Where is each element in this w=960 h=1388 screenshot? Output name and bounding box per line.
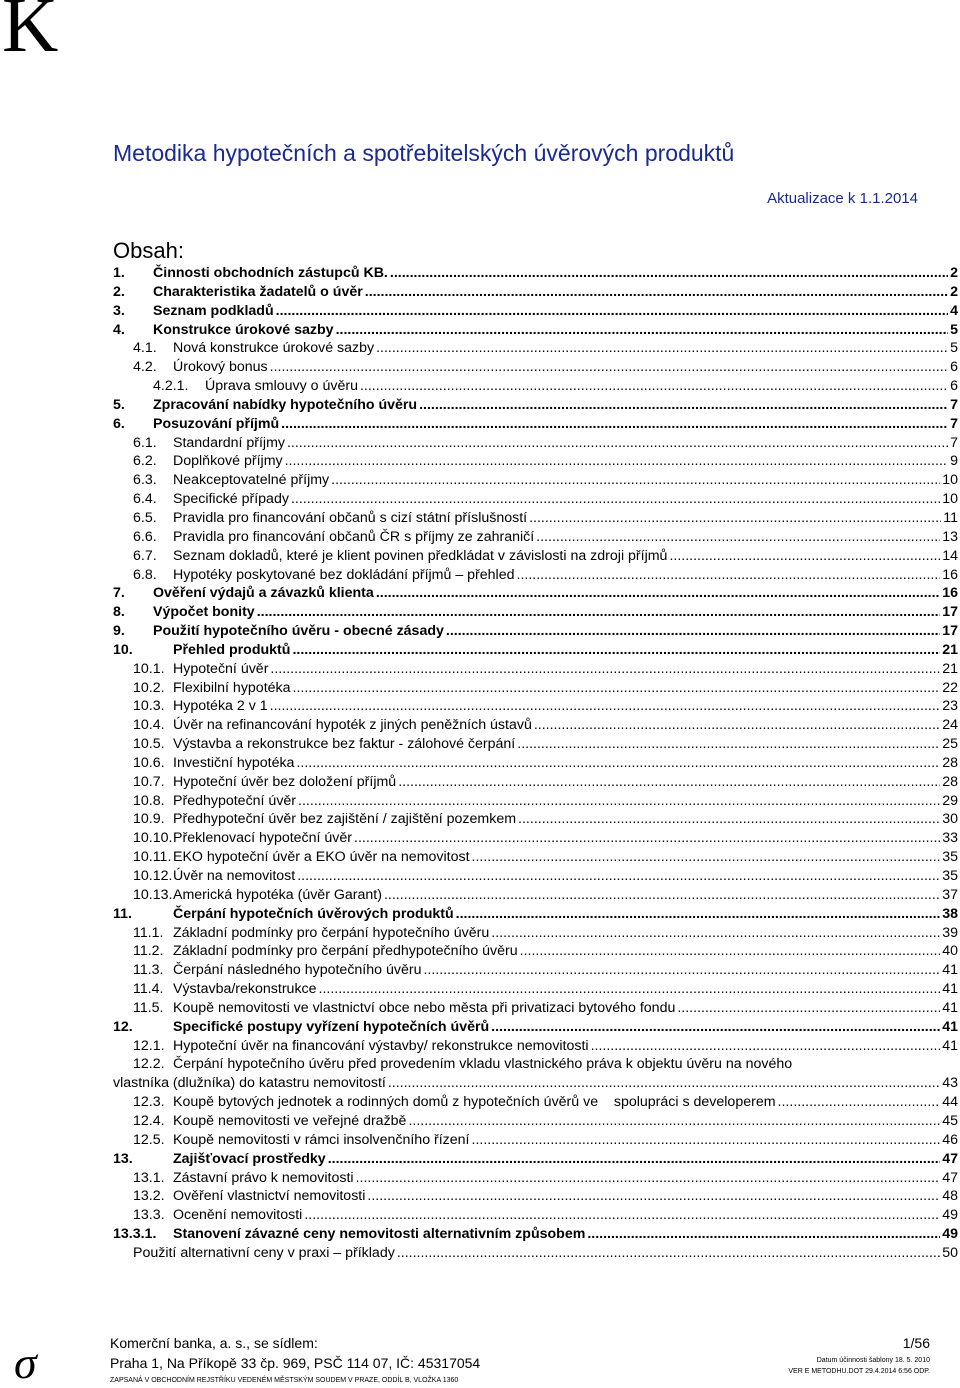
toc-entry-title: Neakceptovatelné příjmy: [173, 472, 330, 489]
toc-entry-number: 6.1.: [133, 434, 157, 451]
toc-leader-dots: [297, 867, 940, 886]
toc-leader-dots: [384, 886, 940, 905]
toc-entry-page: 41: [942, 999, 958, 1016]
toc-leader-dots: [408, 1112, 940, 1131]
toc-entry-number: 11.1.: [133, 924, 164, 941]
toc-entry[interactable]: [113, 848, 958, 867]
toc-entry[interactable]: [113, 547, 958, 566]
toc-entry-title: Posuzování příjmů: [153, 415, 280, 432]
sigma-logo: σ: [14, 1337, 37, 1388]
toc-entry-page: 37: [942, 886, 958, 903]
toc-entry-page: 41: [942, 962, 958, 979]
toc-entry[interactable]: [113, 339, 958, 358]
toc-entry-page: 24: [942, 717, 958, 734]
toc-leader-dots: [778, 1093, 941, 1112]
toc-entry-number: 10.4.: [133, 717, 165, 734]
toc-entry-number: 4.1.: [133, 340, 157, 357]
toc-entry-page: 13: [942, 528, 958, 545]
toc-entry[interactable]: [113, 358, 958, 377]
toc-leader-dots: [365, 283, 948, 302]
toc-entry-title: Koupě nemovitosti v rámci insolvenčního řízení: [173, 1131, 470, 1148]
toc-entry[interactable]: [113, 396, 958, 415]
toc-entry-number: 7.: [113, 585, 125, 602]
toc-entry-title: Flexibilní hypotéka: [173, 679, 291, 696]
toc-entry-number: 12.2.: [133, 1056, 165, 1073]
toc-entry-title: Činnosti obchodních zástupců KB.: [153, 265, 388, 281]
toc-entry[interactable]: [113, 283, 958, 302]
toc-entry-title: Pravidla pro financování občanů ČR s příjmy ze zahraničí: [173, 528, 535, 545]
toc-entry-number: 10.8.: [133, 792, 165, 809]
toc-entry-title: Koupě nemovitosti ve vlastnictví obce nebo města při privatizaci bytového fondu: [173, 999, 676, 1016]
toc-entry[interactable]: [113, 1187, 958, 1206]
toc-entry-page: 35: [942, 868, 958, 884]
toc-entry[interactable]: [113, 905, 958, 924]
toc-entry-title: Zpracování nabídky hypotečního úvěru: [153, 396, 418, 413]
toc-leader-dots: [291, 490, 940, 509]
toc-entry[interactable]: [113, 1112, 958, 1131]
toc-entry-number: 10.2.: [133, 679, 165, 696]
toc-entry[interactable]: [113, 1131, 958, 1150]
toc-entry-number: 9.: [113, 623, 125, 640]
toc-entry-number: 8.: [113, 604, 125, 621]
toc-entry-page: 6: [950, 359, 958, 376]
toc-entry-title: Čerpání hypotečního úvěru před provedením vkladu vlastnického práva k objektu úvěru na nového: [173, 1056, 793, 1073]
update-date: Aktualizace k 1.1.2014: [767, 190, 918, 207]
page-number: 1/56: [902, 1335, 930, 1351]
toc-leader-dots: [669, 547, 940, 566]
toc-leader-dots: [281, 415, 948, 434]
toc-leader-dots: [491, 924, 940, 943]
toc-leader-dots: [367, 1187, 940, 1206]
toc-entry-number: 12.4.: [133, 1112, 165, 1129]
toc-leader-dots: [331, 471, 940, 490]
toc-leader-dots: [518, 810, 940, 829]
toc-entry[interactable]: [113, 829, 958, 848]
toc-leader-dots: [536, 528, 940, 547]
toc-leader-dots: [292, 641, 940, 660]
toc-leader-dots: [491, 1018, 940, 1037]
toc-entry[interactable]: [113, 886, 958, 905]
toc-entry-page: 4: [950, 302, 958, 319]
toc-entry-page: 2: [950, 283, 958, 300]
toc-entry-number: 10.12.: [133, 868, 173, 884]
toc-entry-number: 6.6.: [133, 528, 157, 545]
toc-entry-title: Nová konstrukce úrokové sazby: [173, 340, 375, 357]
toc-entry-page: 14: [942, 547, 958, 564]
toc-entry[interactable]: [113, 509, 958, 528]
toc-entry-number: 12.: [113, 1018, 133, 1035]
toc-entry-title: Výstavba a rekonstrukce bez faktur - zálohové čerpání: [173, 736, 516, 753]
toc-leader-dots: [472, 848, 941, 867]
toc-entry-page: 17: [942, 623, 958, 640]
toc-entry-number: 12.3.: [133, 1094, 165, 1111]
toc-entry-number: 6.5.: [133, 509, 157, 526]
toc-entry-page: 6: [950, 378, 958, 395]
toc-entry-title: Hypoteční úvěr na financování výstavby/ rekonstrukce nemovitosti: [173, 1037, 589, 1054]
toc-leader-dots: [293, 679, 941, 698]
toc-entry[interactable]: [113, 603, 958, 622]
toc-entry-title: Čerpání následného hypotečního úvěru: [173, 962, 422, 979]
toc-entry-number: 3.: [113, 302, 125, 319]
toc-entry-number: 4.2.: [133, 359, 157, 376]
template-version: VER E METODHU.DOT 29.4.2014 6:56 ODP.: [788, 1368, 930, 1375]
toc-leader-dots: [390, 264, 948, 283]
toc-entry-title: Specifické případy: [173, 491, 289, 508]
toc-entry-number: 2.: [113, 283, 125, 300]
toc-entry-page: 7: [950, 434, 958, 451]
toc-entry[interactable]: [113, 1206, 958, 1225]
toc-leader-dots: [456, 905, 941, 924]
toc-leader-dots: [270, 697, 941, 716]
toc-entry[interactable]: [113, 490, 958, 509]
toc-leader-dots: [423, 961, 940, 980]
toc-entry[interactable]: [113, 810, 958, 829]
toc-leader-dots: [285, 452, 949, 471]
toc-leader-dots: [520, 942, 941, 961]
toc-entry-title: Základní podmínky pro čerpání hypotečního úvěru: [173, 924, 490, 941]
toc-entry-page: 28: [942, 754, 958, 771]
toc-entry-title: Překlenovací hypoteční úvěr: [173, 830, 353, 847]
toc-entry[interactable]: [113, 792, 958, 811]
toc-entry[interactable]: [113, 1150, 958, 1169]
toc-entry-page: 45: [942, 1112, 958, 1129]
toc-entry-number: 10.7.: [133, 773, 165, 790]
toc-leader-dots: [472, 1131, 941, 1150]
toc-leader-dots: [534, 716, 940, 735]
toc-entry[interactable]: [113, 321, 958, 340]
toc-entry-title: Koupě bytových jednotek a rodinných domů z hypotečních úvěrů ve spolupráci s developerem: [173, 1094, 776, 1111]
toc-entry-number: 10.6.: [133, 754, 165, 771]
toc-entry-title: Čerpání hypotečních úvěrových produktů: [173, 905, 454, 922]
toc-entry[interactable]: [113, 924, 958, 943]
template-date: Datum účinnosti šablony 18. 5. 2010: [816, 1357, 930, 1364]
toc-leader-dots: [517, 735, 940, 754]
toc-entry-page: 43: [942, 1075, 958, 1092]
footer-address: Praha 1, Na Příkopě 33 čp. 969, PSČ 114 07, IČ: 45317054: [110, 1355, 481, 1371]
toc-entry-page: 7: [950, 415, 958, 432]
toc-leader-dots: [298, 792, 940, 811]
toc-entry[interactable]: [113, 716, 958, 735]
toc-entry[interactable]: [113, 1225, 958, 1244]
toc-entry-number: 13.: [113, 1150, 133, 1167]
toc-entry[interactable]: [113, 264, 958, 283]
toc-entry-title: Výpočet bonity: [153, 604, 255, 621]
toc-entry-page: 47: [942, 1150, 958, 1167]
toc-entry-page: 41: [942, 1018, 958, 1035]
toc-entry-title: Standardní příjmy: [173, 434, 285, 451]
toc-leader-dots: [257, 603, 941, 622]
toc-leader-dots: [354, 829, 940, 848]
toc-entry[interactable]: [113, 528, 958, 547]
toc-entry-number: 13.2.: [133, 1188, 165, 1205]
document-title: Metodika hypotečních a spotřebitelských úvěrových produktů: [113, 140, 735, 166]
toc-leader-dots: [360, 377, 948, 396]
toc-entry-title: Výstavba/rekonstrukce: [173, 981, 317, 998]
toc-entry-page: 40: [942, 943, 958, 960]
toc-entry-title: Seznam dokladů, které je klient povinen předkládat v závislosti na zdroji příjmů: [173, 547, 668, 564]
toc-entry-page: 35: [942, 849, 958, 866]
toc-entry[interactable]: [113, 377, 958, 396]
toc-leader-dots: [591, 1037, 941, 1056]
toc-entry-number: 6.: [113, 415, 125, 432]
toc-leader-dots: [529, 509, 941, 528]
toc-leader-dots: [304, 1206, 940, 1225]
toc-entry[interactable]: [113, 697, 958, 716]
toc-entry-title: Pravidla pro financování občanů s cizí státní příslušností: [173, 509, 528, 526]
toc-entry-page: 41: [942, 1037, 958, 1054]
toc-entry[interactable]: [113, 415, 958, 434]
footer-registry: ZAPSANÁ V OBCHODNÍM REJSTŘÍKU VEDENÉM MĚSTSKÝM SOUDEM V PRAZE, ODDÍL B, VLOŽKA 1360: [110, 1377, 459, 1384]
toc-entry[interactable]: [113, 961, 958, 980]
toc-entry-title: Americká hypotéka (úvěr Garant): [173, 886, 382, 903]
contents-heading: Obsah:: [113, 238, 184, 263]
toc-entry[interactable]: [113, 754, 958, 773]
toc-entry-page: 44: [942, 1094, 958, 1111]
toc-entry[interactable]: [113, 980, 958, 999]
toc-entry-page: 25: [942, 736, 958, 753]
toc-entry-title: Ověření vlastnictví nemovitosti: [173, 1188, 366, 1205]
toc-entry-page: 11: [943, 509, 958, 526]
toc-entry-number: 4.: [113, 321, 125, 338]
toc-entry[interactable]: [113, 1055, 958, 1074]
toc-entry-title: Základní podmínky pro čerpání předhypotečního úvěru: [173, 943, 518, 960]
toc-entry-number: 12.1.: [133, 1037, 165, 1054]
toc-leader-dots: [397, 1244, 940, 1263]
toc-entry-page: 16: [942, 566, 958, 583]
toc-entry-page: 29: [942, 792, 958, 809]
toc-entry-number: 5.: [113, 396, 125, 413]
toc-entry[interactable]: [113, 735, 958, 754]
toc-entry-title: Stanovení závazné ceny nemovitosti alternativním způsobem: [173, 1226, 586, 1243]
toc-entry-title: Úvěr na nemovitost: [173, 868, 296, 884]
toc-entry-title: Konstrukce úrokové sazby: [153, 321, 334, 338]
toc-entry-page: 17: [942, 604, 958, 621]
toc-entry-title: Hypoteční úvěr bez doložení příjmů: [173, 773, 397, 790]
toc-entry-page: 2: [950, 265, 958, 281]
toc-entry-number: 11.3.: [133, 962, 164, 979]
toc-entry-title: Předhypoteční úvěr: [173, 792, 297, 809]
toc-entry-number: 6.8.: [133, 566, 157, 583]
toc-entry-number: 10.: [113, 641, 133, 658]
table-of-contents: [113, 264, 958, 1263]
toc-leader-dots: [270, 358, 948, 377]
toc-entry-title: Hypotéka 2 v 1: [173, 698, 268, 715]
toc-entry-page: 48: [942, 1188, 958, 1205]
toc-entry-title: Úrokový bonus: [173, 359, 268, 376]
toc-leader-dots: [356, 1169, 941, 1188]
toc-entry-number: 6.4.: [133, 491, 157, 508]
toc-entry-number: 11.2.: [133, 943, 164, 960]
toc-leader-dots: [296, 754, 940, 773]
toc-entry[interactable]: [113, 1244, 958, 1263]
toc-entry-title: Ocenění nemovitosti: [173, 1207, 303, 1224]
toc-leader-dots: [328, 1150, 941, 1169]
toc-entry-title: Použití hypotečního úvěru - obecné zásady: [153, 623, 444, 640]
toc-entry-title: Hypotéky poskytované bez dokládání příjmů – přehled: [173, 566, 515, 583]
toc-leader-dots: [677, 999, 940, 1018]
toc-entry-page: 10: [942, 472, 958, 489]
toc-entry-page: 22: [942, 679, 958, 696]
toc-leader-dots: [587, 1225, 940, 1244]
toc-entry-page: 30: [942, 811, 958, 828]
toc-entry-page: 47: [942, 1169, 958, 1186]
toc-entry-number: 10.10.: [133, 830, 173, 847]
toc-entry-page: 10: [942, 491, 958, 508]
toc-entry-number: 10.1.: [133, 660, 165, 677]
toc-entry-number: 13.1.: [133, 1169, 165, 1186]
toc-entry-page: 28: [942, 773, 958, 790]
toc-entry-page: 9: [950, 453, 958, 470]
toc-entry[interactable]: [113, 942, 958, 961]
toc-entry-page: 49: [942, 1207, 958, 1224]
toc-leader-dots: [287, 434, 948, 453]
toc-entry-number: 4.2.1.: [153, 378, 189, 395]
toc-entry-title: Seznam podkladů: [153, 302, 274, 319]
toc-entry-number: 13.3.1.: [113, 1226, 157, 1243]
toc-entry-title: Ověření výdajů a závazků klienta: [153, 585, 374, 602]
toc-entry-page: 46: [942, 1131, 958, 1148]
toc-leader-dots: [517, 566, 941, 585]
toc-entry[interactable]: [113, 452, 958, 471]
toc-entry[interactable]: [113, 867, 958, 886]
toc-entry-number: 10.11.: [133, 849, 172, 866]
toc-entry-page: 50: [942, 1244, 958, 1261]
toc-entry-number: 10.3.: [133, 698, 165, 715]
toc-entry-page: 33: [942, 830, 958, 847]
toc-entry-title: Charakteristika žadatelů o úvěr: [153, 283, 363, 300]
toc-entry-title: Přehled produktů: [173, 641, 291, 658]
toc-entry-number: 11.: [113, 905, 132, 922]
toc-entry-title: Zajišťovací prostředky: [173, 1150, 326, 1167]
toc-leader-dots: [376, 339, 948, 358]
toc-entry[interactable]: [113, 1037, 958, 1056]
toc-entry-title: vlastníka (dlužníka) do katastru nemovitostí: [113, 1075, 386, 1092]
toc-entry-title: Hypoteční úvěr: [173, 660, 269, 677]
toc-entry-page: 7: [950, 396, 958, 413]
toc-entry-number: 10.9.: [133, 811, 165, 828]
toc-entry[interactable]: [113, 566, 958, 585]
toc-entry[interactable]: [113, 999, 958, 1018]
toc-entry-number: 11.4.: [133, 981, 164, 998]
toc-leader-dots: [388, 1074, 940, 1093]
toc-leader-dots: [319, 980, 941, 999]
toc-leader-dots: [446, 622, 940, 641]
toc-entry-page: 38: [942, 905, 958, 922]
toc-entry-page: 16: [942, 585, 958, 602]
toc-entry-title: Použití alternativní ceny v praxi – příklady: [133, 1244, 395, 1261]
toc-entry-title: Specifické postupy vyřízení hypotečních úvěrů: [173, 1018, 490, 1035]
toc-entry-number: 13.3.: [133, 1207, 165, 1224]
toc-leader-dots: [276, 302, 948, 321]
toc-entry[interactable]: [113, 679, 958, 698]
toc-entry-number: 1.: [113, 265, 125, 281]
toc-entry-page: 41: [942, 981, 958, 998]
toc-entry-page: 49: [942, 1226, 958, 1243]
toc-entry-number: 6.7.: [133, 547, 157, 564]
toc-entry-number: 10.13.: [133, 886, 173, 903]
toc-entry-title: Úvěr na refinancování hypoték z jiných peněžních ústavů: [173, 717, 532, 734]
toc-entry-page: 21: [942, 660, 958, 677]
toc-leader-dots: [419, 396, 948, 415]
toc-entry[interactable]: [113, 584, 958, 603]
toc-entry[interactable]: [113, 302, 958, 321]
toc-entry[interactable]: [113, 434, 958, 453]
toc-entry-page: 23: [942, 698, 958, 715]
toc-entry[interactable]: [113, 1093, 958, 1112]
toc-entry[interactable]: [113, 641, 958, 660]
toc-entry[interactable]: [113, 1169, 958, 1188]
toc-entry-number: 6.2.: [133, 453, 157, 470]
toc-entry-title: Úprava smlouvy o úvěru: [205, 378, 358, 395]
toc-entry-number: 10.5.: [133, 736, 165, 753]
toc-entry-number: 12.5.: [133, 1131, 165, 1148]
toc-entry-page: 21: [942, 641, 958, 658]
toc-entry-number: 11.5.: [133, 999, 164, 1016]
toc-entry-page: 5: [950, 321, 958, 338]
toc-entry-title: Předhypoteční úvěr bez zajištění / zajištění pozemkem: [173, 811, 517, 828]
toc-entry-title: Zástavní právo k nemovitosti: [173, 1169, 354, 1186]
toc-entry-page: 5: [950, 340, 958, 357]
toc-leader-dots: [270, 660, 940, 679]
toc-leader-dots: [398, 773, 940, 792]
toc-entry[interactable]: [113, 660, 958, 679]
toc-entry-title: EKO hypoteční úvěr a EKO úvěr na nemovitost: [173, 849, 470, 866]
toc-entry[interactable]: [113, 1074, 958, 1093]
toc-entry[interactable]: [113, 1018, 958, 1037]
toc-entry-title: Investiční hypotéka: [173, 754, 295, 771]
toc-entry[interactable]: [113, 622, 958, 641]
toc-entry[interactable]: [113, 471, 958, 490]
toc-leader-dots: [376, 584, 940, 603]
footer-company: Komerční banka, a. s., se sídlem:: [110, 1335, 318, 1351]
kb-logo: K: [2, 0, 59, 68]
toc-entry-page: 39: [942, 924, 958, 941]
toc-entry-title: Doplňkové příjmy: [173, 453, 283, 470]
toc-leader-dots: [336, 321, 949, 340]
toc-entry[interactable]: [113, 773, 958, 792]
toc-entry-title: Koupě nemovitosti ve veřejné dražbě: [173, 1112, 407, 1129]
toc-entry-number: 6.3.: [133, 472, 157, 489]
